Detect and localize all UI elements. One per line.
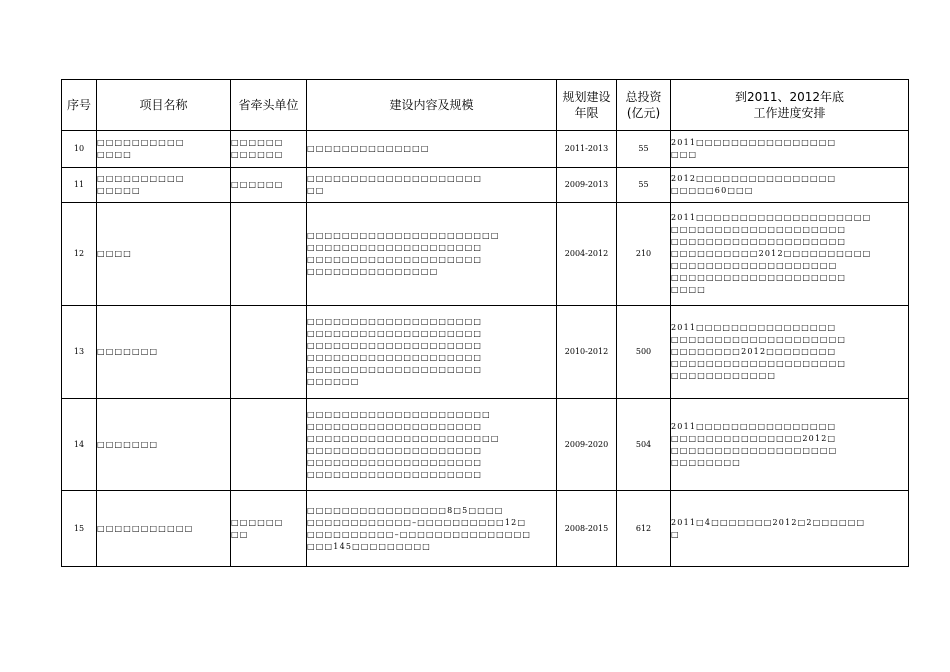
investment-cell: 504: [617, 399, 671, 491]
content-cell: [307, 399, 557, 491]
content-cell-line: □□□□□□□□□□□□□□□□□□□□: [307, 317, 483, 326]
unit-cell-line: □□: [231, 529, 249, 539]
header-investment: [617, 80, 671, 131]
period-cell: 2010-2012: [557, 306, 617, 399]
table-row: [62, 168, 909, 203]
seq-cell: 10: [62, 131, 97, 168]
content-cell-line: □□□□□□□□□□□□□□□□8□5□□□□: [307, 505, 504, 515]
content-cell-line: □□□□□□□□□□□□□□□□□□□□: [307, 457, 483, 467]
content-cell: [307, 131, 557, 168]
content-cell: [307, 203, 557, 306]
name-cell: [97, 168, 231, 203]
content-cell-line: □□□□□□□□□□□□□□□□□□□□: [307, 174, 483, 183]
seq-cell: 13: [62, 306, 97, 399]
content-cell-line: □□□□□□□□□□□□–□□□□□□□□□□12□: [307, 517, 527, 527]
name-cell: [97, 131, 231, 168]
name-cell-line: □□□□: [97, 150, 133, 159]
header-progress-line: 到2011、2012年底: [734, 90, 845, 104]
progress-cell-line: □□□□□□□□□□□□□□□□□□□□: [671, 237, 847, 246]
progress-cell-line: □□□□□□□□□□□□□□□□□□□□: [671, 335, 847, 344]
seq-cell: 15: [62, 491, 97, 567]
period-cell: 2011-2013: [557, 131, 617, 168]
progress-cell-line: 2011□□□□□□□□□□□□□□□□: [671, 323, 837, 332]
investment-cell: 500: [617, 306, 671, 399]
unit-cell-line: □□□□□□: [231, 180, 284, 189]
period-cell: 2004-2012: [557, 203, 617, 306]
progress-cell-line: 2011□□□□□□□□□□□□□□□□: [671, 138, 837, 147]
header-name: 项目名称: [97, 80, 231, 131]
seq-cell: 14: [62, 399, 97, 491]
content-cell: [307, 491, 557, 567]
progress-cell: [671, 203, 909, 306]
header-period: [557, 80, 617, 131]
header-investment-line: (亿元): [626, 106, 661, 120]
progress-cell-line: 2011□□□□□□□□□□□□□□□□: [671, 421, 837, 431]
unit-cell: [231, 203, 307, 306]
header-investment-line: 总投资: [625, 90, 662, 104]
progress-cell-line: □□□□□□□□□□2012□□□□□□□□□□: [671, 249, 872, 258]
table-row: [62, 131, 909, 168]
seq-cell: 11: [62, 168, 97, 203]
name-cell-line: □□□□□□□□□□□: [97, 523, 194, 533]
progress-cell: [671, 131, 909, 168]
content-cell-line: □□□□□□□□□□□□□□□□□□□□□: [307, 409, 491, 419]
content-cell-line: □□□□□□□□□□□□□□□: [307, 267, 439, 276]
unit-cell: [231, 399, 307, 491]
investment-cell: 55: [617, 131, 671, 168]
name-cell: [97, 306, 231, 399]
header-period-line: 规划建设: [562, 90, 611, 104]
content-cell-line: □□□□□□□□□□–□□□□□□□□□□□□□□□: [307, 529, 532, 539]
header-period-line: 年限: [574, 106, 599, 120]
content-cell-line: □□□□□□□□□□□□□□□□□□□□: [307, 469, 483, 479]
name-cell-line: □□□□□□□□□□: [97, 174, 185, 183]
header-content: 建设内容及规模: [307, 80, 557, 131]
name-cell-line: □□□□□: [97, 186, 141, 195]
unit-cell: [231, 168, 307, 203]
seq-cell: 12: [62, 203, 97, 306]
content-cell-line: □□□□□□□□□□□□□□□□□□□□: [307, 421, 483, 431]
content-cell-line: □□□□□□□□□□□□□□□□□□□□: [307, 445, 483, 455]
period-cell: 2008-2015: [557, 491, 617, 567]
content-cell-line: □□□□□□□□□□□□□□□□□□□□: [307, 243, 483, 252]
table-row: [62, 306, 909, 399]
unit-cell: [231, 131, 307, 168]
progress-cell: [671, 168, 909, 203]
header-seq: 序号: [62, 80, 97, 131]
content-cell: [307, 168, 557, 203]
progress-cell-line: □□□□□60□□□: [671, 186, 754, 195]
content-cell-line: □□□□□□□□□□□□□□□□□□□□: [307, 365, 483, 374]
progress-cell-line: 2012□□□□□□□□□□□□□□□□: [671, 174, 837, 183]
content-cell-line: □□□□□□□□□□□□□□□□□□□□□□: [307, 231, 500, 240]
unit-cell-line: □□□□□□: [231, 517, 284, 527]
progress-cell-line: □□□□□□□□□□□□□□□□□□□□: [671, 225, 847, 234]
progress-cell-line: □□□□: [671, 285, 707, 294]
unit-cell: [231, 306, 307, 399]
progress-cell: [671, 306, 909, 399]
content-cell-line: □□□□□□□□□□□□□□□□□□□□: [307, 329, 483, 338]
progress-cell-line: □□□□□□□□2012□□□□□□□□: [671, 347, 837, 356]
header-lead-unit: 省牵头单位: [231, 80, 307, 131]
table-row: [62, 491, 909, 567]
name-cell: [97, 399, 231, 491]
progress-cell-line: □□□□□□□□□□□□□□□□□□□: [671, 261, 838, 270]
content-cell-line: □□□□□□□□□□□□□□□□□□□□□□: [307, 433, 500, 443]
content-cell-line: □□□□□□: [307, 377, 360, 386]
investment-cell: 210: [617, 203, 671, 306]
table-row: [62, 399, 909, 491]
project-table: [61, 79, 909, 567]
content-cell-line: □□: [307, 186, 325, 195]
name-cell-line: □□□□□□□: [97, 347, 159, 356]
progress-cell-line: □□□□□□□□□□□□□□□□□□□□: [671, 273, 847, 282]
content-cell-line: □□□□□□□□□□□□□□□□□□□□: [307, 255, 483, 264]
progress-cell-line: □□□: [671, 150, 698, 159]
content-cell: [307, 306, 557, 399]
header-progress-line: 工作进度安排: [753, 106, 826, 120]
period-cell: 2009-2013: [557, 168, 617, 203]
progress-cell-line: □□□□□□□□□□□□□□□2012□: [671, 433, 837, 443]
name-cell: [97, 491, 231, 567]
name-cell-line: □□□□□□□: [97, 439, 159, 449]
progress-cell: [671, 399, 909, 491]
name-cell: [97, 203, 231, 306]
content-cell-line: □□□145□□□□□□□□□: [307, 541, 431, 551]
unit-cell: [231, 491, 307, 567]
investment-cell: 55: [617, 168, 671, 203]
progress-cell-line: □: [671, 529, 680, 539]
unit-cell-line: □□□□□□: [231, 150, 284, 159]
progress-cell-line: □□□□□□□□□□□□: [671, 371, 777, 380]
content-cell-line: □□□□□□□□□□□□□□: [307, 144, 430, 153]
investment-cell: 612: [617, 491, 671, 567]
header-row: [62, 80, 909, 131]
header-progress: [671, 80, 909, 131]
name-cell-line: □□□□: [97, 249, 133, 258]
name-cell-line: □□□□□□□□□□: [97, 138, 185, 147]
content-cell-line: □□□□□□□□□□□□□□□□□□□□: [307, 341, 483, 350]
progress-cell-line: 2011□□□□□□□□□□□□□□□□□□□□: [671, 213, 872, 222]
unit-cell-line: □□□□□□: [231, 138, 284, 147]
period-cell: 2009-2020: [557, 399, 617, 491]
progress-cell-line: □□□□□□□□□□□□□□□□□□□□: [671, 359, 847, 368]
progress-cell-line: □□□□□□□□: [671, 457, 742, 467]
progress-cell-line: □□□□□□□□□□□□□□□□□□□: [671, 445, 838, 455]
progress-cell-line: 2011□4□□□□□□□2012□2□□□□□□: [671, 517, 866, 527]
content-cell-line: □□□□□□□□□□□□□□□□□□□□: [307, 353, 483, 362]
table-row: [62, 203, 909, 306]
progress-cell: [671, 491, 909, 567]
